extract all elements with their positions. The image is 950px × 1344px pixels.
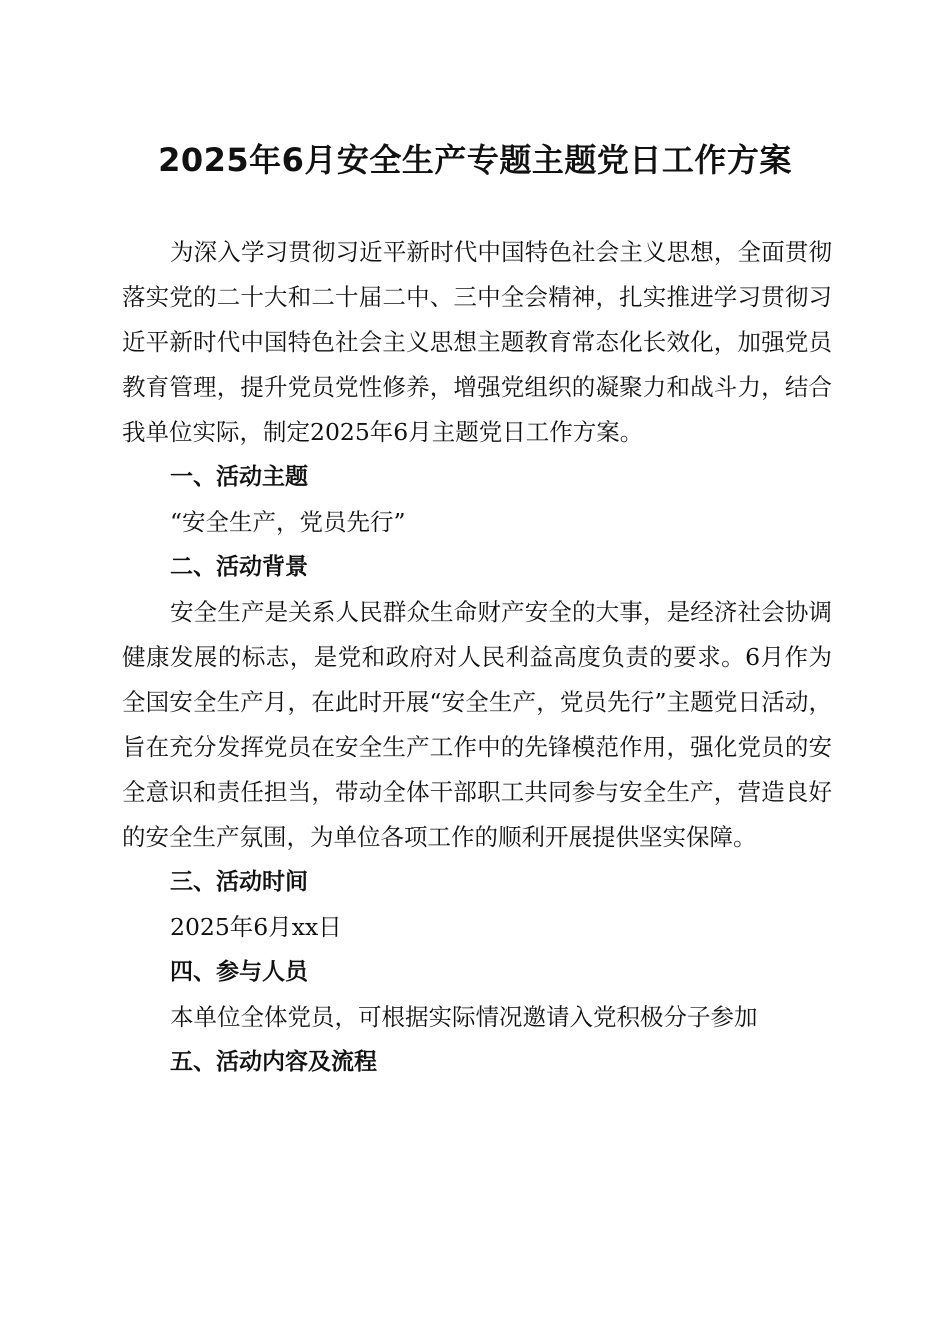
document-title: 2025年6月安全生产专题主题党日工作方案 [158,141,792,179]
section-heading-background: 二、活动背景 [170,554,308,580]
section-heading-time: 三、活动时间 [170,869,308,895]
section-heading-theme: 一、活动主题 [170,464,308,490]
section-heading-participants: 四、参与人员 [170,959,308,985]
section-content-time: 2025年6月xx日 [170,913,342,941]
section-content-background: 安全生产是关系人民群众生命财产安全的大事，是经济社会协调健康发展的标志，是党和政府对人民利益高度负责的要求。6月作为全国安全生产月，在此时开展“安全生产，党员先行”主题党日活动，旨在充分发挥党员在安全生产工作中的先锋模范作用，强化党员的安全意识和责任担当，带动全体干部职工共同参与安全生产，营造良好的安全生产氛围，为单位各项工作的顺利开展提供坚实保障。 [122,598,832,851]
section-content-theme: “安全生产，党员先行” [170,508,406,536]
intro-paragraph: 为深入学习贯彻习近平新时代中国特色社会主义思想，全面贯彻落实党的二十大和二十届二中、三中全会精神，扎实推进学习贯彻习近平新时代中国特色社会主义思想主题教育常态化长效化，加强党员教育管理，提升党员党性修养，增强党组织的凝聚力和战斗力，结合我单位实际，制定2025年6月主题党日工作方案。 [122,238,832,446]
document-body [122,230,832,1085]
section-heading-content-process: 五、活动内容及流程 [170,1049,377,1075]
section-content-participants: 本单位全体党员，可根据实际情况邀请入党积极分子参加 [170,1003,758,1031]
